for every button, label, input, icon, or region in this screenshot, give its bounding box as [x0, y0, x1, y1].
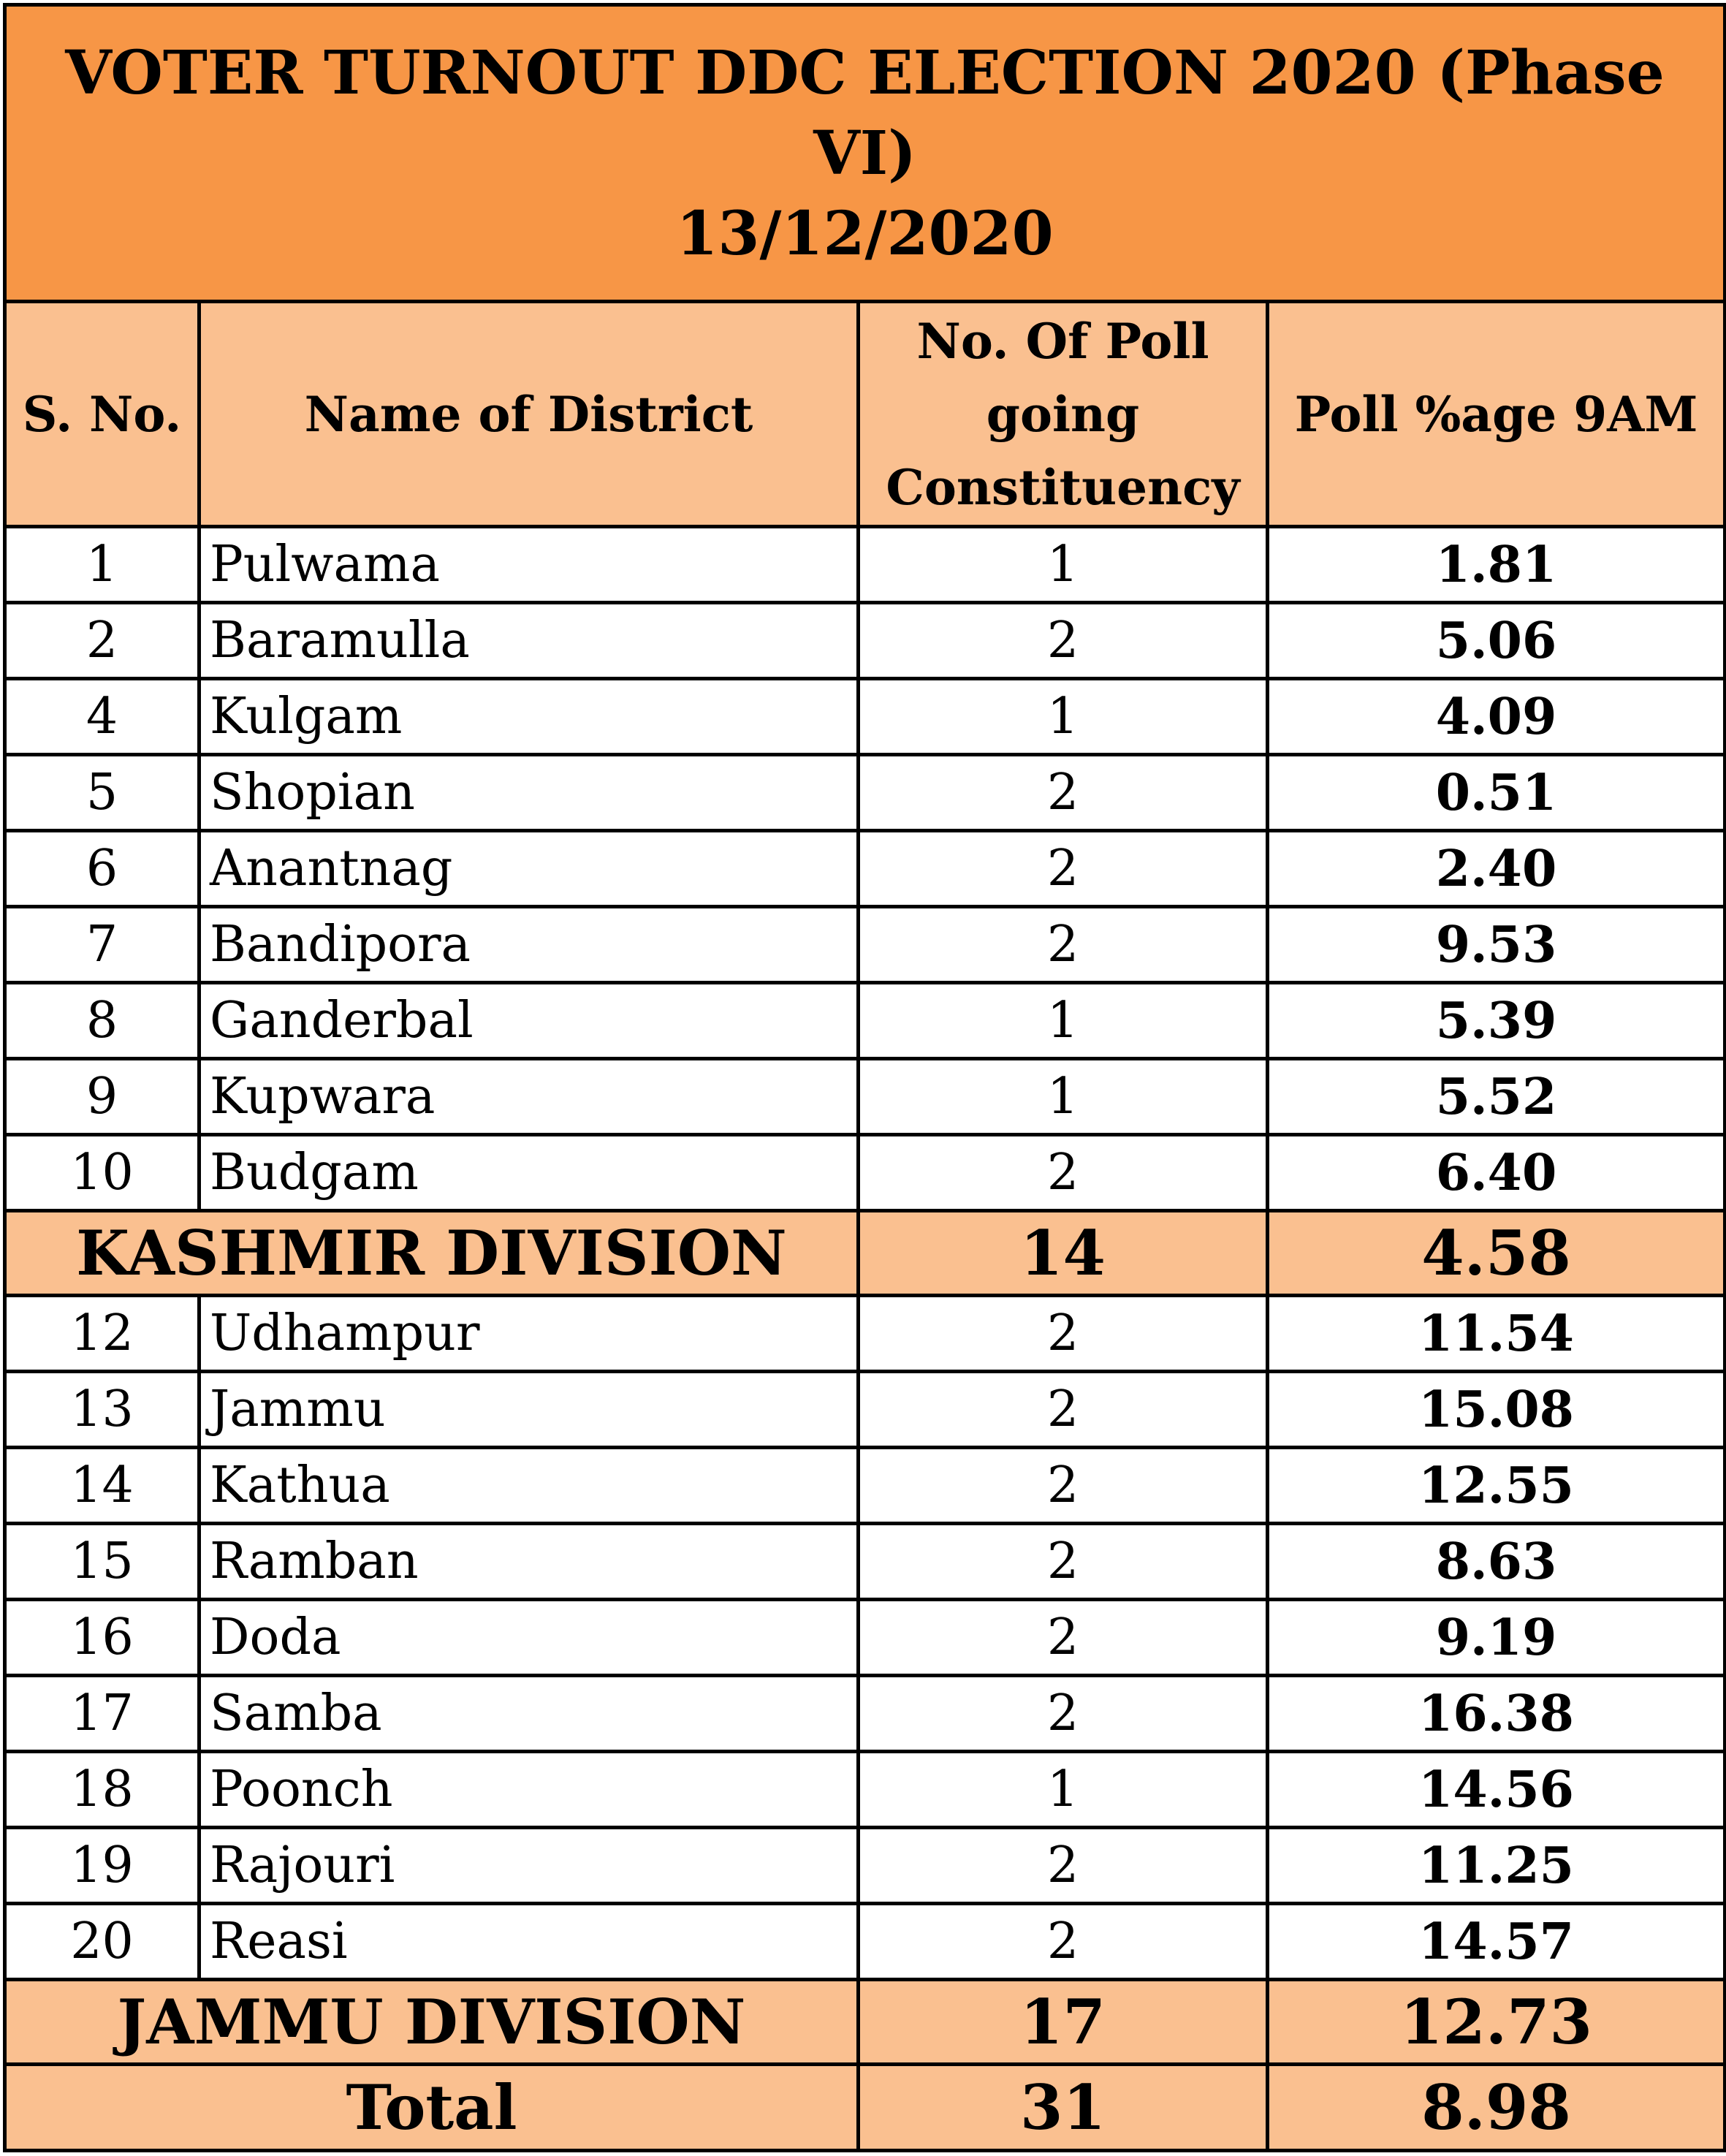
jammu-division-poll: 12.73: [1268, 1980, 1725, 2065]
cell-district: Ramban: [199, 1524, 859, 1600]
cell-sno: 12: [5, 1296, 199, 1372]
table-row: [5, 1828, 1725, 1904]
cell-sno: 9: [5, 1059, 199, 1135]
cell-poll: 14.56: [1268, 1752, 1725, 1828]
table-row: [5, 1296, 1725, 1372]
cell-district: Kathua: [199, 1448, 859, 1524]
header-district: Name of District: [199, 302, 859, 527]
header-row: [5, 302, 1725, 527]
header-sno: S. No.: [5, 302, 199, 527]
voter-turnout-table: [3, 3, 1726, 2152]
cell-sno: 8: [5, 983, 199, 1059]
cell-constituencies: 2: [859, 907, 1268, 983]
cell-constituencies: 2: [859, 1448, 1268, 1524]
cell-district: Rajouri: [199, 1828, 859, 1904]
cell-district: Poonch: [199, 1752, 859, 1828]
table-row: [5, 1448, 1725, 1524]
cell-sno: 17: [5, 1676, 199, 1752]
cell-district: Budgam: [199, 1135, 859, 1211]
grand-total-constituencies: 31: [859, 2065, 1268, 2151]
table-row: [5, 679, 1725, 755]
cell-poll: 11.54: [1268, 1296, 1725, 1372]
cell-sno: 10: [5, 1135, 199, 1211]
cell-sno: 20: [5, 1904, 199, 1980]
cell-poll: 15.08: [1268, 1372, 1725, 1448]
cell-constituencies: 2: [859, 1372, 1268, 1448]
jammu-division-row: [5, 1980, 1725, 2065]
cell-sno: 18: [5, 1752, 199, 1828]
cell-poll: 6.40: [1268, 1135, 1725, 1211]
cell-district: Kulgam: [199, 679, 859, 755]
cell-poll: 9.19: [1268, 1600, 1725, 1676]
cell-constituencies: 2: [859, 1676, 1268, 1752]
jammu-division-constituencies: 17: [859, 1980, 1268, 2065]
cell-sno: 13: [5, 1372, 199, 1448]
cell-district: Pulwama: [199, 527, 859, 603]
header-poll: Poll %age 9AM: [1268, 302, 1725, 527]
cell-district: Ganderbal: [199, 983, 859, 1059]
cell-constituencies: 1: [859, 679, 1268, 755]
cell-district: Jammu: [199, 1372, 859, 1448]
grand-total-label: Total: [5, 2065, 859, 2151]
cell-district: Doda: [199, 1600, 859, 1676]
cell-constituencies: 1: [859, 983, 1268, 1059]
cell-constituencies: 2: [859, 1600, 1268, 1676]
cell-sno: 16: [5, 1600, 199, 1676]
cell-district: Samba: [199, 1676, 859, 1752]
jammu-division-label: JAMMU DIVISION: [5, 1980, 859, 2065]
kashmir-division-poll: 4.58: [1268, 1211, 1725, 1296]
cell-sno: 4: [5, 679, 199, 755]
cell-sno: 6: [5, 831, 199, 907]
cell-constituencies: 2: [859, 831, 1268, 907]
table-row: [5, 1904, 1725, 1980]
cell-constituencies: 2: [859, 1524, 1268, 1600]
table-body: [5, 527, 1725, 2151]
table-row: [5, 1372, 1725, 1448]
kashmir-division-row: [5, 1211, 1725, 1296]
grand-total-poll: 8.98: [1268, 2065, 1725, 2151]
cell-district: Bandipora: [199, 907, 859, 983]
cell-poll: 0.51: [1268, 755, 1725, 831]
table-row: [5, 1676, 1725, 1752]
table-row: [5, 983, 1725, 1059]
table-row: [5, 1524, 1725, 1600]
kashmir-division-label: KASHMIR DIVISION: [5, 1211, 859, 1296]
cell-constituencies: 1: [859, 1752, 1268, 1828]
cell-sno: 1: [5, 527, 199, 603]
cell-poll: 5.52: [1268, 1059, 1725, 1135]
cell-sno: 14: [5, 1448, 199, 1524]
cell-constituencies: 2: [859, 1135, 1268, 1211]
cell-constituencies: 2: [859, 755, 1268, 831]
cell-constituencies: 2: [859, 1904, 1268, 1980]
cell-poll: 9.53: [1268, 907, 1725, 983]
cell-district: Shopian: [199, 755, 859, 831]
cell-sno: 2: [5, 603, 199, 679]
table-row: [5, 1135, 1725, 1211]
cell-poll: 12.55: [1268, 1448, 1725, 1524]
cell-poll: 16.38: [1268, 1676, 1725, 1752]
table-row: [5, 831, 1725, 907]
cell-sno: 5: [5, 755, 199, 831]
cell-poll: 14.57: [1268, 1904, 1725, 1980]
table-title: [5, 5, 1725, 302]
cell-poll: 8.63: [1268, 1524, 1725, 1600]
cell-constituencies: 1: [859, 1059, 1268, 1135]
table-row: [5, 1059, 1725, 1135]
cell-constituencies: 2: [859, 603, 1268, 679]
grand-total-row: [5, 2065, 1725, 2151]
cell-poll: 11.25: [1268, 1828, 1725, 1904]
cell-district: Udhampur: [199, 1296, 859, 1372]
kashmir-division-constituencies: 14: [859, 1211, 1268, 1296]
cell-constituencies: 2: [859, 1296, 1268, 1372]
header-constituency: No. Of Poll going Constituency: [859, 302, 1268, 527]
table-row: [5, 1600, 1725, 1676]
cell-poll: 4.09: [1268, 679, 1725, 755]
cell-sno: 19: [5, 1828, 199, 1904]
title-line-1: VOTER TURNOUT DDC ELECTION 2020 (Phase VI): [65, 37, 1665, 189]
cell-district: Kupwara: [199, 1059, 859, 1135]
cell-poll: 5.39: [1268, 983, 1725, 1059]
table-row: [5, 755, 1725, 831]
table-row: [5, 527, 1725, 603]
cell-poll: 1.81: [1268, 527, 1725, 603]
table-row: [5, 907, 1725, 983]
cell-poll: 5.06: [1268, 603, 1725, 679]
cell-district: Anantnag: [199, 831, 859, 907]
cell-district: Baramulla: [199, 603, 859, 679]
cell-district: Reasi: [199, 1904, 859, 1980]
table-row: [5, 603, 1725, 679]
cell-sno: 7: [5, 907, 199, 983]
table-row: [5, 1752, 1725, 1828]
cell-constituencies: 1: [859, 527, 1268, 603]
cell-constituencies: 2: [859, 1828, 1268, 1904]
cell-poll: 2.40: [1268, 831, 1725, 907]
title-date: 13/12/2020: [676, 198, 1054, 269]
cell-sno: 15: [5, 1524, 199, 1600]
